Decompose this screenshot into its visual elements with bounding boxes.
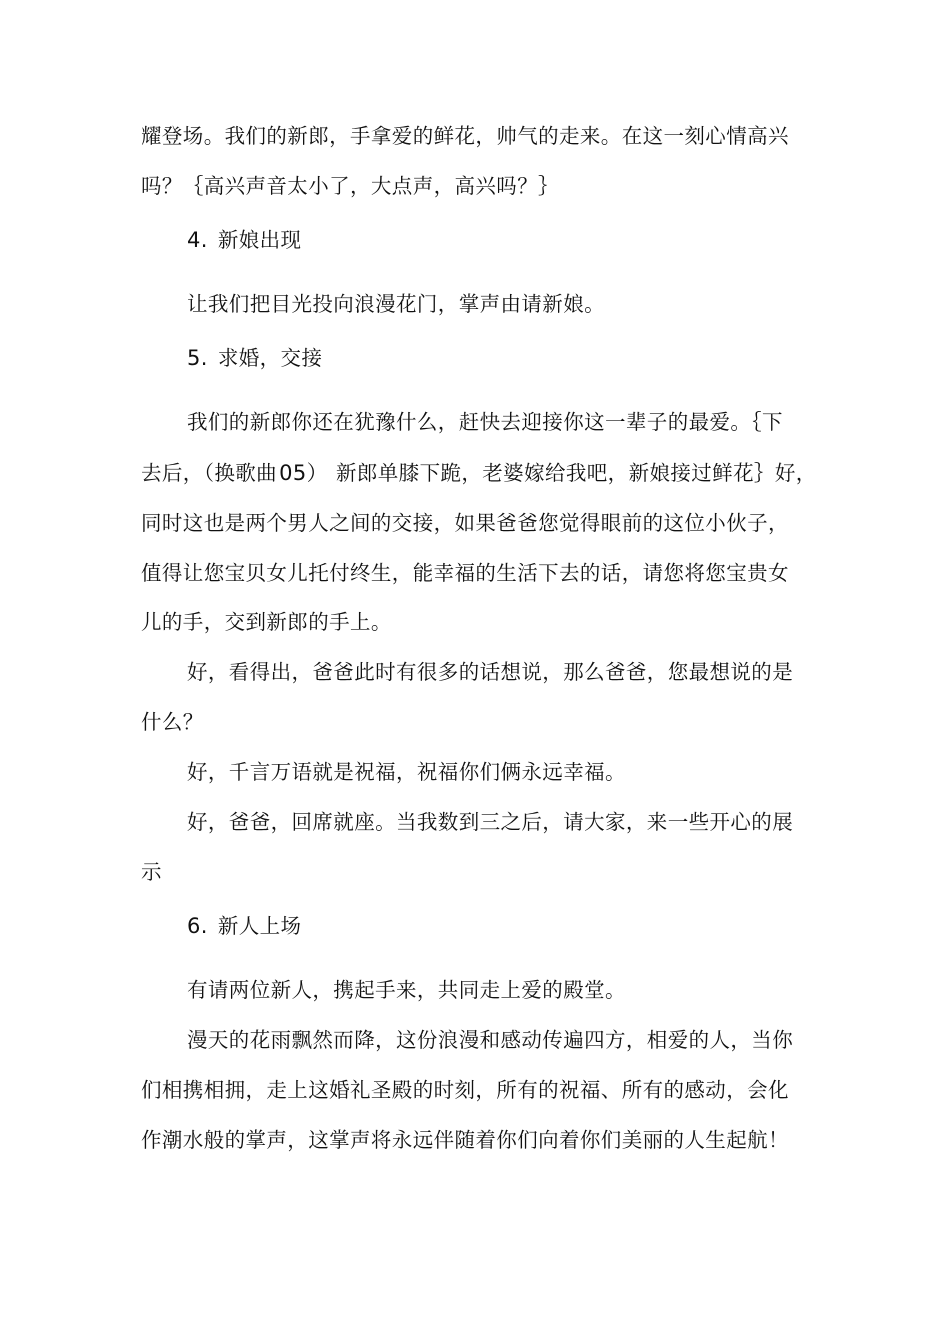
section-title: 新人上场 [217,914,302,938]
text-span: 新郎单膝下跪，老婆嫁给我吧，新娘接过鲜花｝好， [335,461,817,485]
song-code: 05） [279,461,328,485]
paragraph-line: 示 [141,860,162,884]
section-title: 新娘出现 [217,228,302,252]
paragraph-line: 同时这也是两个男人之间的交接，如果爸爸您觉得眼前的这位小伙子， [141,511,789,535]
paragraph-line: 吗？｛高兴声音太小了，大点声，高兴吗？｝ [141,174,559,198]
paragraph-line: 儿的手，交到新郎的手上。 [141,610,392,634]
section-heading [0,225,950,255]
paragraph-line: 们相携相拥，走上这婚礼圣殿的时刻，所有的祝福、所有的感动，会化 [141,1078,789,1102]
paragraph-line: 好，看得出，爸爸此时有很多的话想说，那么爸爸，您最想说的是 [187,660,794,684]
paragraph-line [0,458,950,488]
paragraph-line: 有请两位新人，携起手来，共同走上爱的殿堂。 [187,978,626,1002]
paragraph-line: 我们的新郎你还在犹豫什么，赶快去迎接你这一辈子的最爱。｛下 [187,410,783,434]
paragraph-line: 漫天的花雨飘然而降，这份浪漫和感动传遍四方，相爱的人，当你 [187,1028,794,1052]
paragraph-line: 什么？ [141,710,204,734]
paragraph-line: 好，爸爸，回席就座。当我数到三之后，请大家，来一些开心的展 [187,810,794,834]
section-number: 4. [187,228,208,252]
paragraph-line: 作潮水般的掌声，这掌声将永远伴随着你们向着你们美丽的人生起航！ [141,1128,789,1152]
text-span: 去后，（换歌曲 [141,461,278,485]
section-heading [0,911,950,941]
paragraph-line: 让我们把目光投向浪漫花门，掌声由请新娘。 [187,292,605,316]
section-number: 6. [187,914,208,938]
paragraph-line: 耀登场。我们的新郎，手拿爱的鲜花，帅气的走来。在这一刻心情高兴 [141,124,789,148]
section-heading [0,343,950,373]
section-title: 求婚，交接 [217,346,323,370]
paragraph-line: 好，千言万语就是祝福，祝福你们俩永远幸福。 [187,760,626,784]
section-number: 5. [187,346,208,370]
paragraph-line: 值得让您宝贝女儿托付终生，能幸福的生活下去的话，请您将您宝贵女 [141,561,789,585]
